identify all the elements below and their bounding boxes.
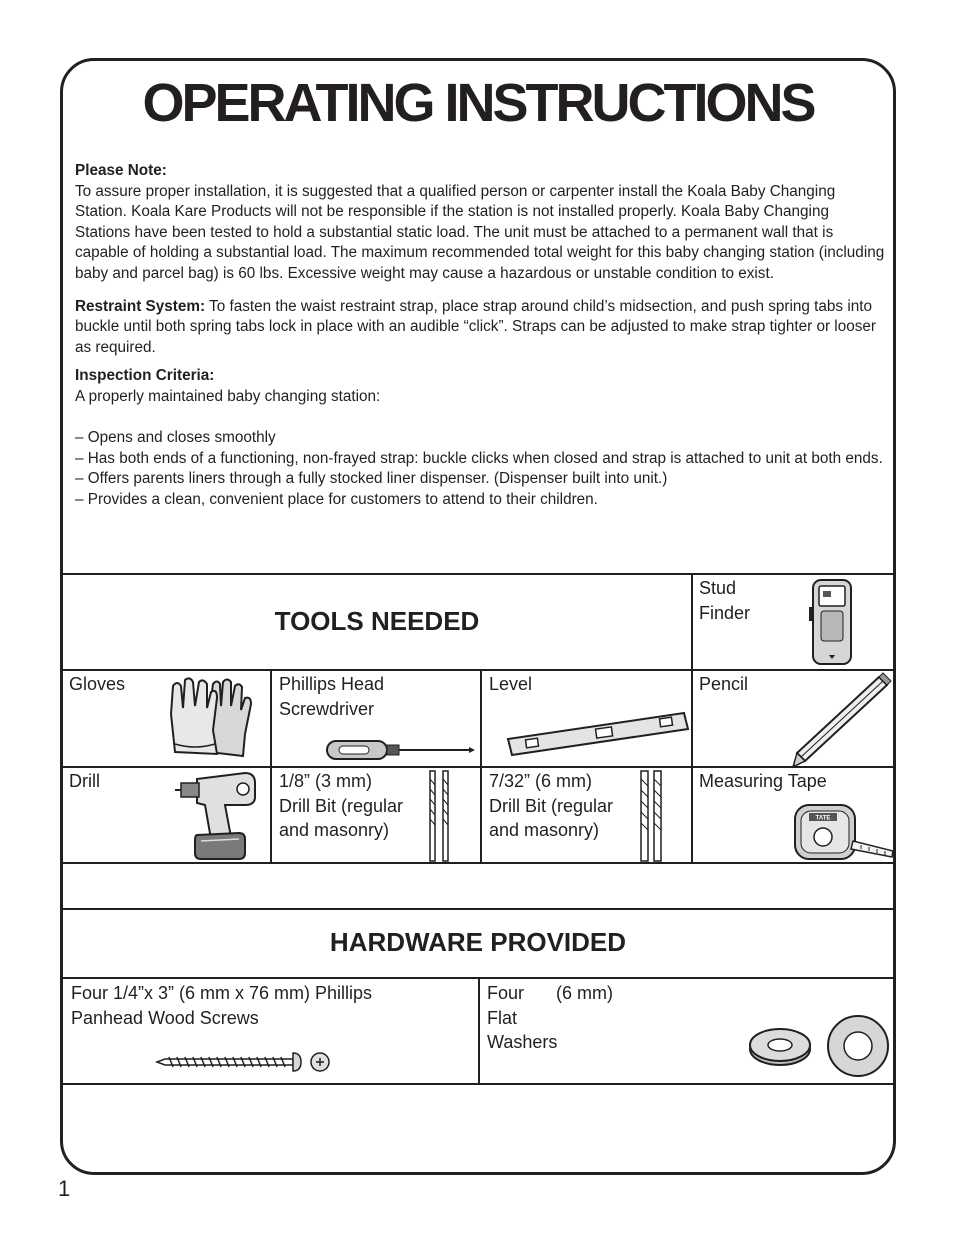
tape-brand-text: TATE xyxy=(815,815,831,822)
inspection-item: – Has both ends of a functioning, non-frayed strap: buckle clicks when closed and strap is attached to unit at both ends. xyxy=(75,449,883,467)
level-label: Level xyxy=(489,674,533,694)
stud-finder-icon xyxy=(807,577,857,667)
large-bit-label: 7/32” (6 mm) Drill Bit (regular and masonry) xyxy=(489,771,614,840)
page-frame xyxy=(60,58,896,1175)
inspection-item: – Offers parents liners through a fully stocked liner dispenser. (Dispenser built into unit.) xyxy=(75,470,668,488)
wood-screw-icon xyxy=(155,1049,335,1075)
pencil-label: Pencil xyxy=(699,674,749,694)
drill-icon xyxy=(175,769,259,861)
page-title: OPERATING INSTRUCTIONS xyxy=(142,73,814,133)
column-divider xyxy=(270,669,272,864)
washer-side-icon xyxy=(747,1011,813,1077)
screws-label: Four 1/4”x 3” (6 mm x 76 mm) Phillips Panhead Wood Screws xyxy=(71,983,373,1028)
large-drill-bit-icon xyxy=(639,769,665,863)
washer-front-icon xyxy=(825,1013,891,1079)
table-divider xyxy=(63,862,893,864)
measuring-tape-label: Measuring Tape xyxy=(699,771,827,791)
please-note-heading: Please Note: xyxy=(75,162,167,179)
inspection-item: – Provides a clean, convenient place for customers to attend to their children. xyxy=(75,490,598,508)
small-bit-label: 1/8” (3 mm) Drill Bit (regular and masonry) xyxy=(279,771,404,840)
pencil-icon xyxy=(791,673,891,769)
drill-label: Drill xyxy=(69,771,100,791)
screwdriver-label: Phillips Head Screwdriver xyxy=(279,674,385,719)
restraint-paragraph xyxy=(75,297,887,359)
page-number: 1 xyxy=(58,1176,71,1201)
restraint-body: To fasten the waist restraint strap, place strap around child’s midsection, and push spring tabs into buckle until both spring tabs lock in place with an audible “click”. Straps can be adjusted to make strap tighter or looser as required. xyxy=(75,297,876,356)
small-drill-bit-icon xyxy=(427,769,453,863)
inspection-spacer xyxy=(75,408,887,429)
level-icon xyxy=(504,709,692,759)
stud-finder-label: Stud Finder xyxy=(699,578,751,623)
tools-heading: TOOLS NEEDED xyxy=(274,606,480,636)
table-divider xyxy=(63,766,893,768)
inspection-item: – Opens and closes smoothly xyxy=(75,429,276,447)
inspection-heading: Inspection Criteria: xyxy=(75,367,215,385)
please-note-body: To assure proper installation, it is suggested that a qualified person or carpenter install the Koala Baby Changing Station. Koala Kare Products will not be responsible if the station is not installed properly. Koala Baby Changing Stations have been tested to hold a substantial static load. The unit must be attached to a permanent wall that is capable of holding a substantial load. The maximum recommended total weight for this baby changing station (including baby and parcel bag) is 60 lbs. Excessive weight may cause a hazardous or unstable condition to exist. xyxy=(75,182,885,282)
table-divider xyxy=(63,573,893,575)
table-divider xyxy=(63,908,893,910)
screwdriver-icon xyxy=(325,738,475,762)
gloves-icon xyxy=(165,674,255,760)
table-divider xyxy=(63,669,893,671)
gloves-label: Gloves xyxy=(69,674,126,694)
column-divider xyxy=(478,977,480,1085)
washers-label: Four (6 mm) Flat Washers xyxy=(487,983,614,1052)
hardware-heading: HARDWARE PROVIDED xyxy=(329,927,627,957)
restraint-heading: Restraint System: xyxy=(75,297,206,315)
column-divider xyxy=(480,669,482,864)
inspection-intro: A properly maintained baby changing station: xyxy=(75,387,381,405)
measuring-tape-icon xyxy=(793,801,896,863)
notes-section xyxy=(75,161,887,511)
